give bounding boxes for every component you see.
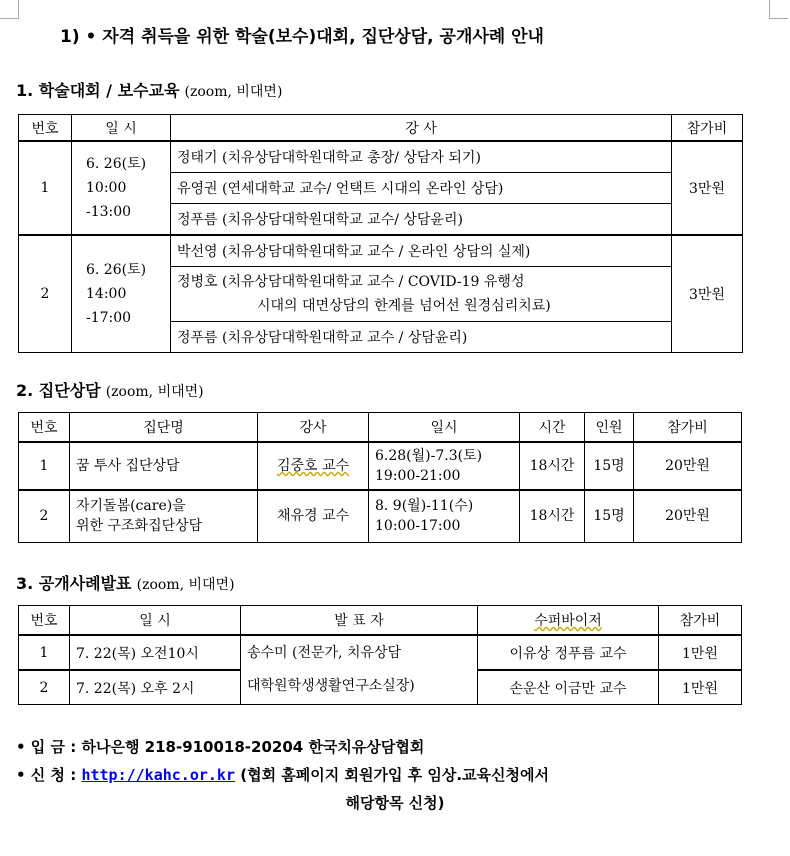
row-teacher	[258, 442, 369, 490]
col-name: 집단명	[70, 413, 258, 443]
speaker-cell: 정푸름 (치유상담대학원대학교 교수/ 상담윤리)	[171, 204, 672, 236]
section1-heading	[16, 78, 282, 101]
row-presenter	[241, 635, 478, 705]
document-title: 1) • 자격 취득을 위한 학술(보수)대회, 집단상담, 공개사례 안내	[60, 27, 544, 47]
row-supervisor: 손운산 이금만 교수	[478, 670, 659, 705]
speaker-cell	[171, 267, 672, 322]
col-date: 일시	[369, 413, 520, 443]
row-datetime	[72, 235, 171, 353]
presenter-line: 송수미 (전문가, 치유상담	[247, 645, 402, 661]
deposit-label: • 입 금 :	[16, 738, 77, 756]
table-row	[19, 490, 742, 542]
col-speaker: 강 사	[171, 115, 672, 142]
speaker-cell: 정푸름 (치유상담대학원대학교 교수 / 상담윤리)	[171, 322, 672, 353]
presenter-line: 대학원학생생활연구소실장)	[247, 678, 415, 694]
row-num: 1	[19, 442, 70, 490]
row-date: 7. 22(목) 오후 2시	[70, 670, 241, 705]
col-fee: 참가비	[672, 115, 743, 142]
row-date	[369, 490, 520, 542]
group-counseling-table	[18, 412, 742, 543]
section1-title: 1. 학술대회 / 보수교육	[16, 81, 180, 100]
col-supervisor	[478, 606, 659, 636]
deposit-value: 하나은행 218-910018-20204 한국치유상담협회	[81, 738, 425, 756]
col-hours: 시간	[520, 413, 585, 443]
row-date-line: 6.28(월)-7.3(토)	[375, 448, 483, 464]
section2-heading	[16, 378, 204, 401]
row-num: 2	[19, 235, 72, 353]
row-teacher: 채유경 교수	[258, 490, 369, 542]
row-date: 6. 26(토)	[86, 156, 147, 172]
apply-line	[16, 764, 549, 785]
row-name-line: 자기돌봄(care)을	[76, 498, 186, 515]
row-date	[369, 442, 520, 490]
row-fee: 1만원	[659, 670, 742, 705]
table-header-row	[19, 606, 742, 636]
section3-title: 3. 공개사례발표	[16, 574, 132, 593]
row-fee: 20만원	[634, 442, 742, 490]
row-supervisor: 이유상 정푸름 교수	[478, 635, 659, 670]
speaker-line: 시대의 대면상담의 한계를 넘어선 원경심리치료)	[257, 298, 551, 314]
row-fee: 3만원	[672, 235, 743, 353]
apply-label: • 신 청 :	[16, 766, 77, 784]
row-date: 6. 26(토)	[86, 262, 147, 278]
apply-note-continued: 해당항목 신청)	[345, 794, 445, 812]
row-hours: 18시간	[520, 442, 585, 490]
row-name	[70, 490, 258, 542]
row-date: 7. 22(목) 오전10시	[70, 635, 241, 670]
col-num: 번호	[19, 606, 70, 636]
col-fee: 참가비	[659, 606, 742, 636]
table-row	[19, 141, 743, 173]
speaker-line: 정병호 (치유상담대학원대학교 교수 / COVID-19 유행성	[177, 274, 525, 290]
table-row	[19, 235, 743, 267]
row-name-line: 꿈 투사 집단상담	[76, 458, 180, 474]
deposit-line	[16, 736, 424, 757]
row-time-line: 19:00-21:00	[375, 468, 461, 484]
row-time-end: -13:00	[86, 204, 132, 220]
row-num: 1	[19, 141, 72, 235]
apply-link[interactable]: http://kahc.or.kr	[81, 766, 235, 784]
page-corner-mark-left	[0, 0, 19, 19]
apply-note: (협회 홈페이지 회원가입 후 임상.교육신청에서	[240, 766, 549, 784]
section1-sub: (zoom, 비대면)	[184, 84, 283, 100]
row-hours: 18시간	[520, 490, 585, 542]
col-date: 일 시	[72, 115, 171, 142]
row-time-start: 14:00	[86, 286, 127, 302]
table-row	[19, 442, 742, 490]
case-presentation-table	[18, 605, 742, 705]
speaker-cell: 정태기 (치유상담대학원대학교 총장/ 상담자 되기)	[171, 141, 672, 173]
row-people: 15명	[585, 442, 634, 490]
col-num: 번호	[19, 115, 72, 142]
table-header-row	[19, 413, 742, 443]
row-fee: 1만원	[659, 635, 742, 670]
row-name-line: 위한 구조화집단상담	[76, 518, 203, 535]
page-corner-mark-right	[769, 0, 788, 19]
row-fee: 20만원	[634, 490, 742, 542]
speaker-cell: 유영권 (연세대학교 교수/ 언택트 시대의 온라인 상담)	[171, 173, 672, 204]
row-name	[70, 442, 258, 490]
section3-heading	[16, 571, 235, 594]
row-num: 2	[19, 670, 70, 705]
row-people: 15명	[585, 490, 634, 542]
row-time-line: 10:00-17:00	[375, 518, 461, 535]
col-teacher: 강사	[258, 413, 369, 443]
speaker-cell: 박선영 (치유상담대학원대학교 교수 / 온라인 상담의 실제)	[171, 235, 672, 267]
col-people: 인원	[585, 413, 634, 443]
section2-sub: (zoom, 비대면)	[105, 384, 204, 400]
col-presenter: 발 표 자	[241, 606, 478, 636]
col-date: 일 시	[70, 606, 241, 636]
seminar-table	[18, 114, 743, 353]
section3-sub: (zoom, 비대면)	[136, 577, 235, 593]
row-time-start: 10:00	[86, 180, 127, 196]
col-fee: 참가비	[634, 413, 742, 443]
row-date-line: 8. 9(월)-11(수)	[375, 498, 474, 515]
table-row	[19, 635, 742, 670]
row-fee: 3만원	[672, 141, 743, 235]
section2-title: 2. 집단상담	[16, 381, 101, 400]
col-num: 번호	[19, 413, 70, 443]
row-num: 2	[19, 490, 70, 542]
table-header-row	[19, 115, 743, 142]
row-datetime	[72, 141, 171, 235]
row-time-end: -17:00	[86, 310, 132, 326]
teacher-name: 김중호 교수	[276, 458, 350, 474]
col-supervisor-label: 수퍼바이저	[534, 613, 602, 629]
row-num: 1	[19, 635, 70, 670]
